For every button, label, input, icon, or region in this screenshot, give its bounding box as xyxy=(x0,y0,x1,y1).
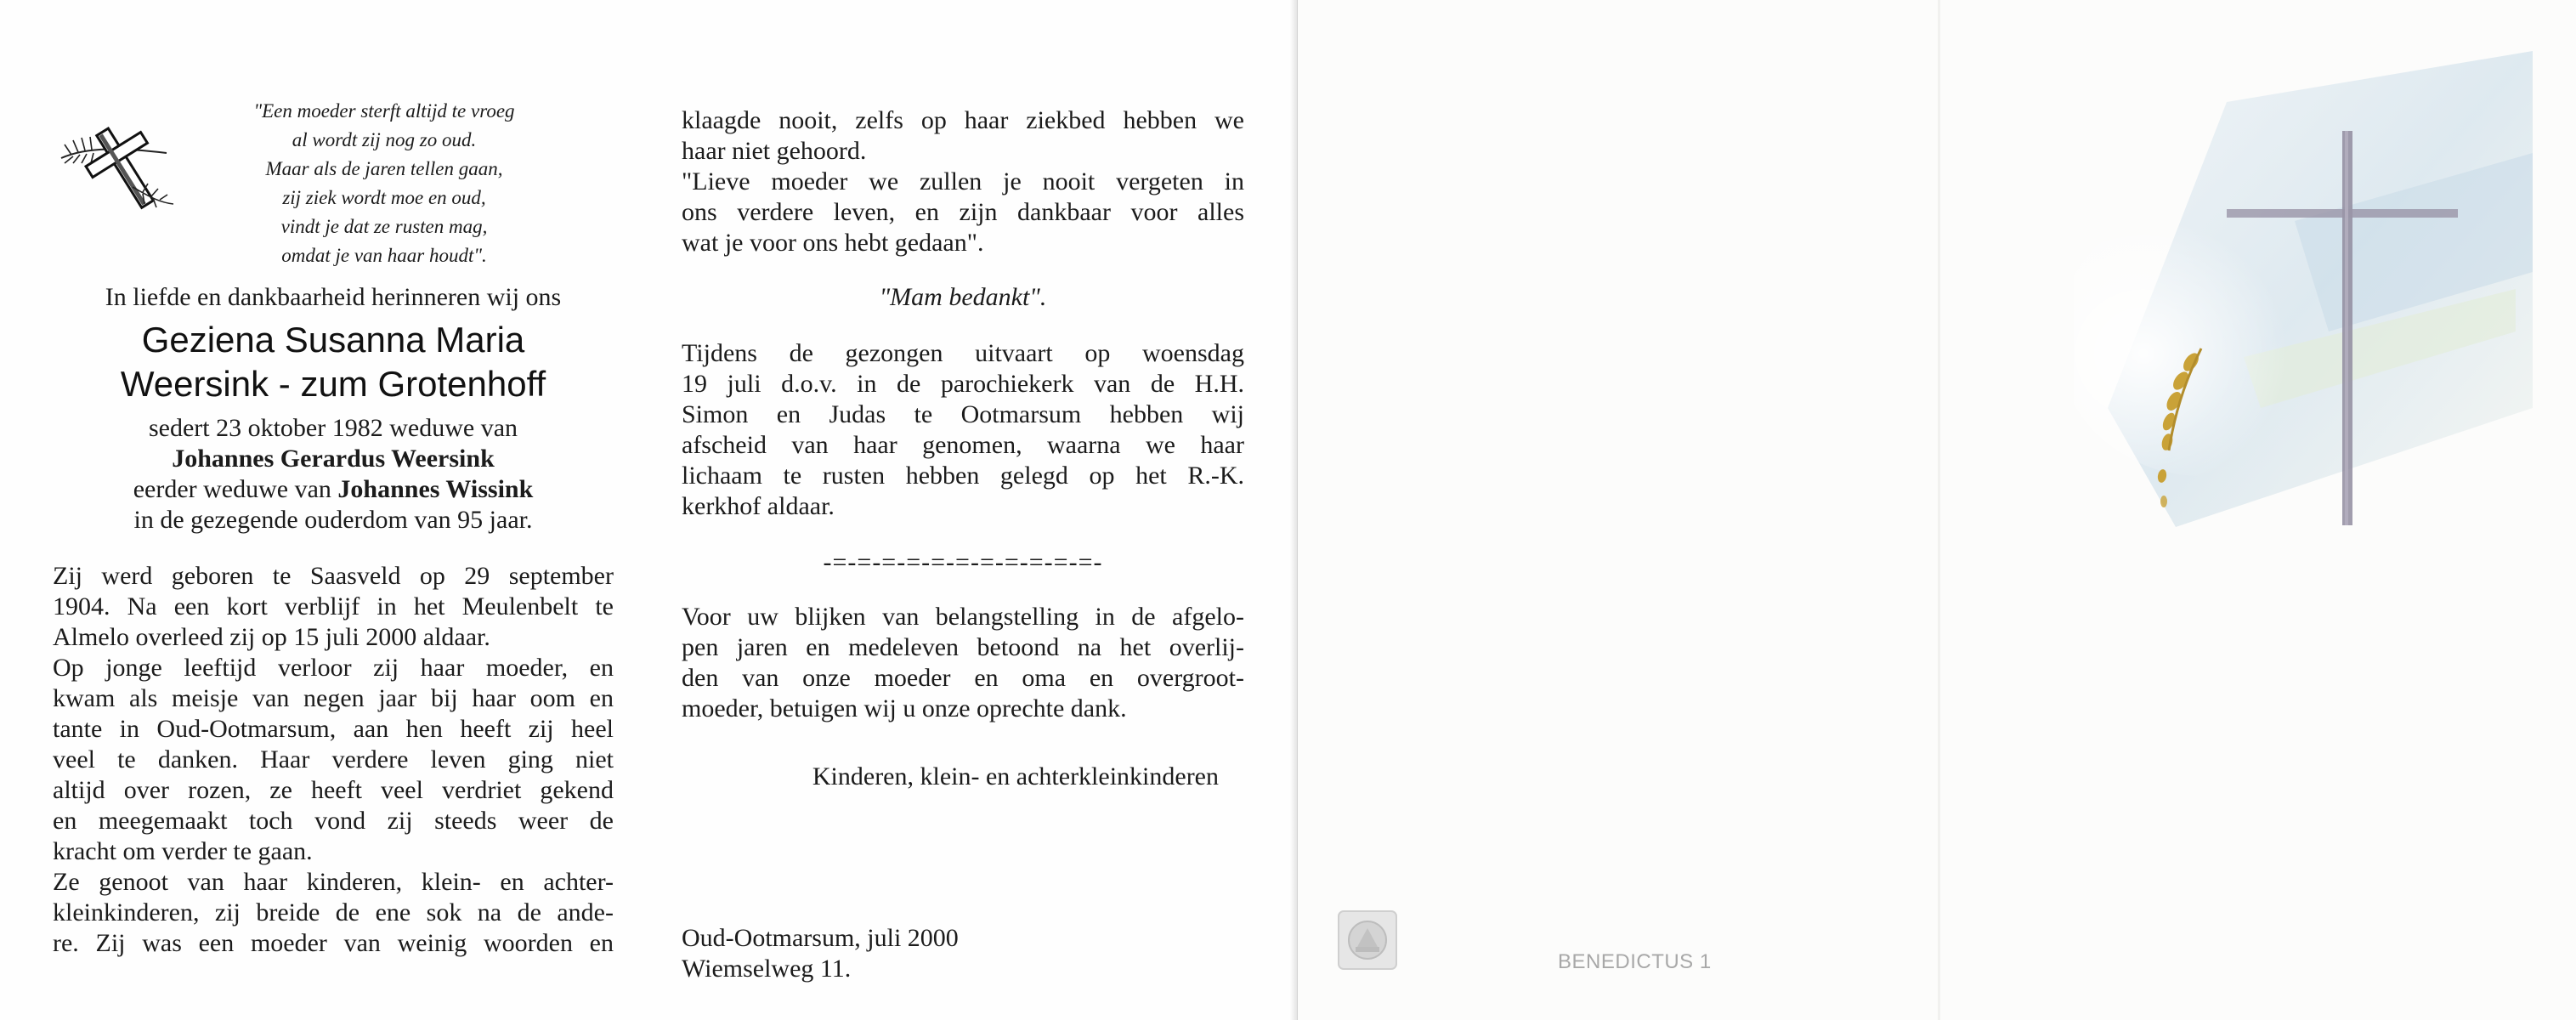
text-line: Almelo overleed zij op 15 juli 2000 aldaar. xyxy=(53,623,490,651)
text-line: moeder, betuigen wij u onze oprechte dank. xyxy=(682,694,1127,722)
address-line: Wiemselweg 11. xyxy=(682,955,852,983)
right-column xyxy=(682,105,1244,983)
text-line: pen jaren en medeleven betoond na het overlij- xyxy=(682,633,1244,661)
text-line: Zij werd geboren te Saasveld op 29 september xyxy=(53,562,614,590)
text-line: lichaam te rusten hebben gelegd op het R.-K. xyxy=(682,462,1244,490)
card-imprint: BENEDICTUS 1 xyxy=(1558,950,1712,973)
cover-fold xyxy=(1938,0,1940,1020)
poem-block xyxy=(53,88,614,282)
husband-name: Johannes Wissink xyxy=(337,475,534,503)
poem-line: al wordt zij nog zo oud. xyxy=(292,129,477,150)
text-line: klaagde nooit, zelfs op haar ziekbed hebben we xyxy=(682,106,1244,134)
text-line: tante in Oud-Ootmarsum, aan hen heeft zij heel xyxy=(53,715,614,743)
text-line: kerkhof aldaar. xyxy=(682,492,835,520)
text-line: kracht om verder te gaan. xyxy=(53,837,313,865)
address xyxy=(682,923,959,984)
poem-line: omdat je van haar houdt". xyxy=(281,245,487,266)
text-line: den van onze moeder en oma en overgroot- xyxy=(682,664,1244,692)
text-line: Voor uw blijken van belangstelling in de afgelo- xyxy=(682,603,1244,631)
text-line: wat je voor ons hebt gedaan". xyxy=(682,229,984,257)
text-line: "Lieve moeder we zullen je nooit vergeten in xyxy=(682,167,1244,196)
poem-line: Maar als de jaren tellen gaan, xyxy=(265,158,503,179)
text-line: Simon en Judas te Ootmarsum hebben wij xyxy=(682,400,1244,428)
poem-line: zij ziek wordt moe en oud, xyxy=(282,187,486,208)
widow-prefix: eerder weduwe van xyxy=(133,475,338,503)
gratitude-text xyxy=(682,602,1244,724)
widow-line xyxy=(53,474,614,505)
text-line: kwam als meisje van negen jaar bij haar oom en xyxy=(53,684,614,712)
poem-line: "Een moeder sterft altijd te vroeg xyxy=(253,100,515,122)
text-line: en meegemaakt toch vond zij steeds weer de xyxy=(53,807,614,835)
funeral-text xyxy=(682,338,1244,522)
widow-details xyxy=(53,413,614,536)
left-column xyxy=(53,88,614,959)
publisher-logo-icon xyxy=(1337,910,1398,971)
widow-line: sedert 23 oktober 1982 weduwe van xyxy=(148,414,518,442)
poem xyxy=(206,97,563,270)
text-line: Tijdens de gezongen uitvaart op woensdag xyxy=(682,339,1244,367)
signature-line: Kinderen, klein- en achterkleinkinderen xyxy=(812,762,1219,790)
thanks-quote: "Mam bedankt". xyxy=(879,283,1047,311)
name-line-2: Weersink - zum Grotenhoff xyxy=(120,364,546,404)
poem-line: vindt je dat ze rusten mag, xyxy=(280,216,488,237)
text-line: Ze genoot van haar kinderen, klein- en achter- xyxy=(53,868,614,896)
cross-and-wheat-illustration xyxy=(2074,51,2533,561)
biography xyxy=(53,561,614,959)
text-line: veel te danken. Haar verdere leven ging niet xyxy=(53,745,614,774)
name-line-1: Geziena Susanna Maria xyxy=(141,320,525,360)
address-line: Oud-Ootmarsum, juli 2000 xyxy=(682,924,959,952)
text-line: afscheid van haar genomen, waarna we haar xyxy=(682,431,1244,459)
text-line: Op jonge leeftijd verloor zij haar moeder, en xyxy=(53,654,614,682)
intro-text: In liefde en dankbaarheid herinneren wij ons xyxy=(105,283,562,311)
separator: -=-=-=-=-=-=-=-=-=-=-=- xyxy=(823,548,1103,576)
cross-with-palm-icon xyxy=(54,114,182,216)
text-line: ons verdere leven, en zijn dankbaar voor alles xyxy=(682,198,1244,226)
continuation xyxy=(682,105,1244,258)
husband-name: Johannes Gerardus Weersink xyxy=(172,445,495,473)
text-line: altijd over rozen, ze heeft veel verdriet gekend xyxy=(53,776,614,804)
text-line: 1904. Na een kort verblijf in het Meulenbelt te xyxy=(53,592,614,620)
text-line: re. Zij was een moeder van weinig woorden en xyxy=(53,929,614,957)
text-line: haar niet gehoord. xyxy=(682,137,867,165)
text-line: kleinkinderen, zij breide de ene sok na de ande- xyxy=(53,898,614,926)
age-line: in de gezegende ouderdom van 95 jaar. xyxy=(133,506,533,534)
deceased-name xyxy=(53,318,614,406)
text-line: 19 juli d.o.v. in de parochiekerk van de H.H. xyxy=(682,370,1244,398)
